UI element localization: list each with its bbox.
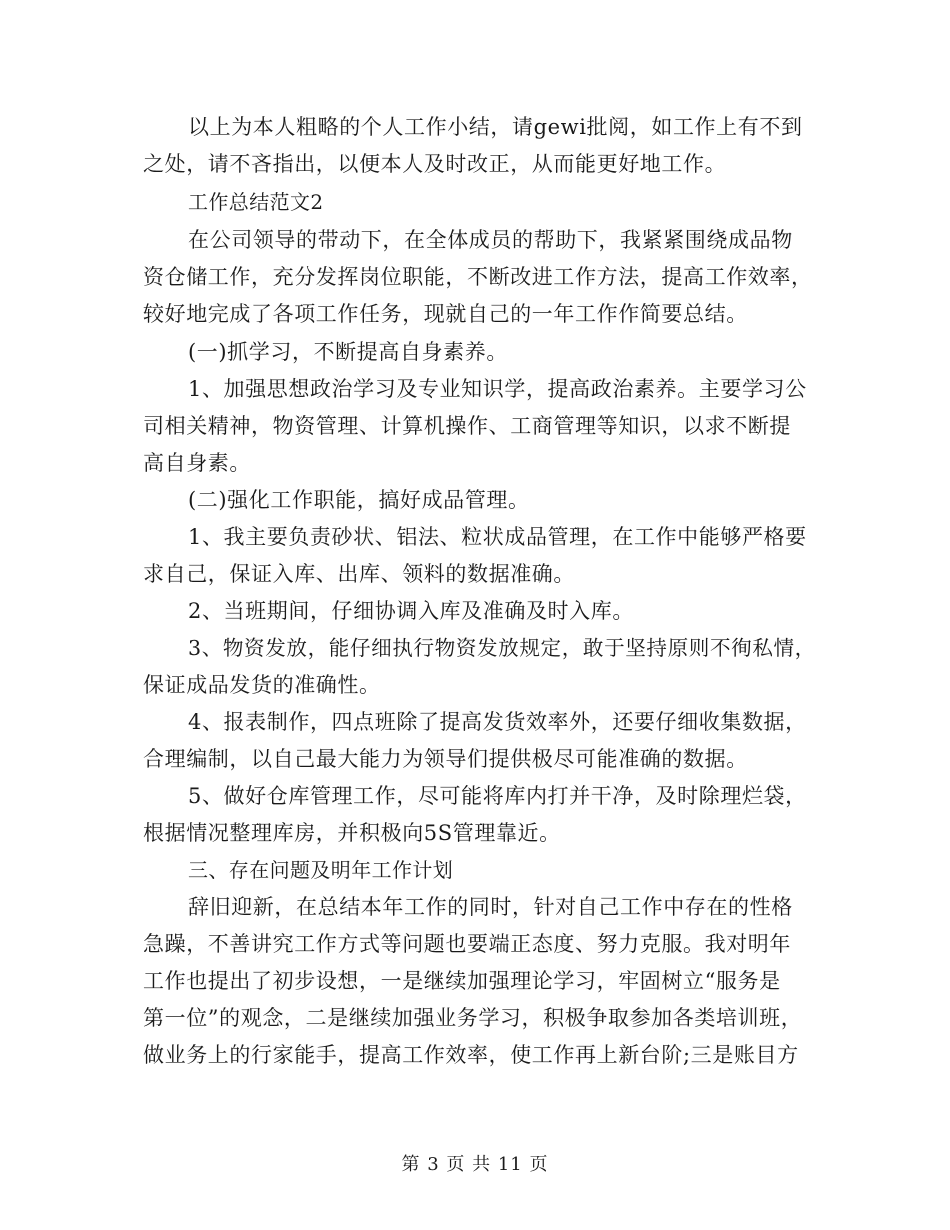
section-title: 工作总结范文2 bbox=[188, 190, 324, 214]
paragraph-line: 根据情况整理库房，并积极向5S管理靠近。 bbox=[143, 821, 561, 845]
page-number-footer: 第 3 页 共 11 页 bbox=[401, 1154, 549, 1175]
subsection-heading: (二)强化工作职能，搞好成品管理。 bbox=[188, 488, 530, 512]
paragraph-line: 合理编制，以自己最大能力为领导们提供极尽可能准确的数据。 bbox=[143, 747, 748, 771]
paragraph-line: 在公司领导的带动下，在全体成员的帮助下，我紧紧围绕成品物 bbox=[188, 228, 793, 252]
paragraph-line: 高自身素。 bbox=[143, 451, 251, 475]
paragraph-line: 以上为本人粗略的个人工作小结，请gewi批阅，如工作上有不到 bbox=[188, 115, 803, 139]
paragraph-line: 急躁，不善讲究工作方式等问题也要端正态度、努力克服。我对明年 bbox=[143, 932, 791, 956]
paragraph-line: 求自己，保证入库、出库、领料的数据准确。 bbox=[143, 562, 575, 586]
paragraph-line: 之处，请不吝指出，以便本人及时改正，从而能更好地工作。 bbox=[143, 152, 727, 176]
paragraph-line: 做业务上的行家能手，提高工作效率，使工作再上新台阶;三是账目方 bbox=[143, 1043, 799, 1067]
paragraph-line: 较好地完成了各项工作任务，现就自己的一年工作作简要总结。 bbox=[143, 302, 748, 326]
paragraph-line: 工作也提出了初步设想，一是继续加强理论学习，牢固树立“服务是 bbox=[143, 969, 781, 993]
paragraph-line: 保证成品发货的准确性。 bbox=[143, 673, 381, 697]
paragraph-line: 2、当班期间，仔细协调入库及准确及时入库。 bbox=[188, 599, 634, 623]
paragraph-line: 第一位”的观念，二是继续加强业务学习，积极争取参加各类培训班， bbox=[143, 1006, 803, 1030]
paragraph-line: 1、加强思想政治学习及专业知识学，提高政治素养。主要学习公 bbox=[188, 377, 807, 401]
section-heading: 三、存在问题及明年工作计划 bbox=[188, 858, 454, 882]
paragraph-line: 资仓储工作，充分发挥岗位职能，不断改进工作方法，提高工作效率， bbox=[143, 265, 813, 289]
paragraph-line: 1、我主要负责砂状、铝法、粒状成品管理，在工作中能够严格要 bbox=[188, 525, 807, 549]
subsection-heading: (一)抓学习，不断提高自身素养。 bbox=[188, 340, 508, 364]
paragraph-line: 辞旧迎新，在总结本年工作的同时，针对自己工作中存在的性格 bbox=[188, 895, 793, 919]
paragraph-line: 5、做好仓库管理工作，尽可能将库内打并干净，及时除理烂袋， bbox=[188, 784, 807, 808]
paragraph-line: 4、报表制作，四点班除了提高发货效率外，还要仔细收集数据， bbox=[188, 710, 807, 734]
paragraph-line: 司相关精神，物资管理、计算机操作、工商管理等知识，以求不断提 bbox=[143, 414, 791, 438]
paragraph-line: 3、物资发放，能仔细执行物资发放规定，敢于坚持原则不徇私情， bbox=[188, 636, 816, 660]
